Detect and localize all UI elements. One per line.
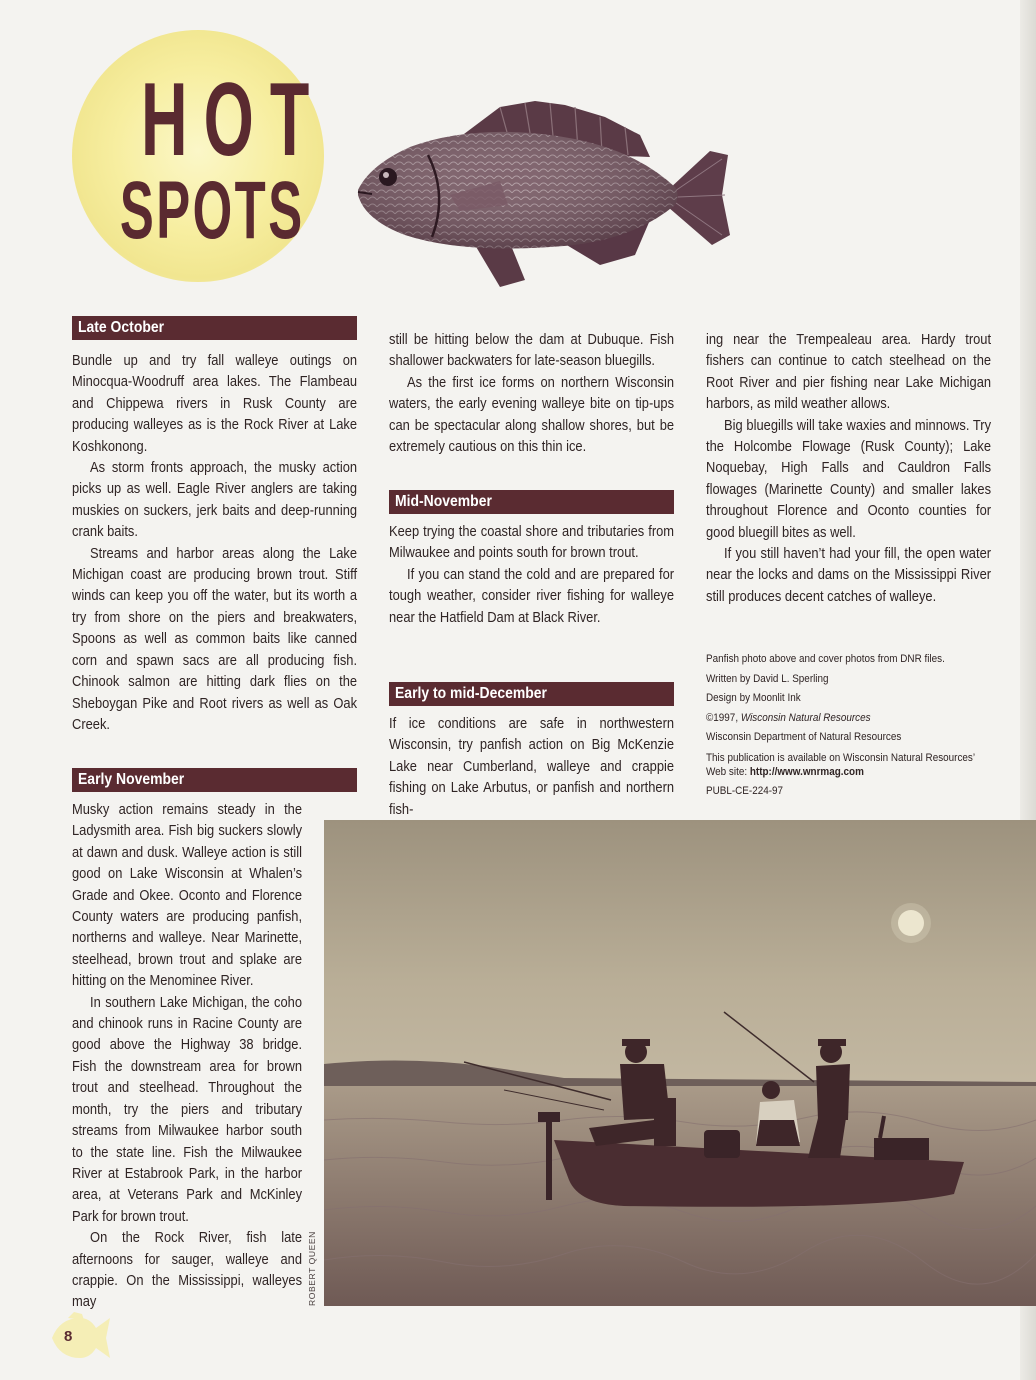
paragraph: Keep trying the coastal shore and tributaries from Milwaukee and points south for brown trout.	[389, 523, 675, 562]
paragraph: still be hitting below the dam at Dubuque. Fish shallower backwaters for late-season bluegills.	[389, 331, 675, 370]
early-november-text	[72, 799, 302, 1313]
writer-credit: Written by David L. Sperling	[706, 672, 829, 685]
paragraph: Musky action remains steady in the Ladysmith area. Fish big suckers slowly at dawn and dusk. Walleye action is still good on Lake Wisconsin at Whalen’s Grade and Okee. Oconto and Florence County waters are producing panfish, northerns and walleye. Near Marinette, steelhead, brown trout and splake are hitting on the Menominee River.	[72, 801, 303, 990]
paragraph: ing near the Trempealeau area. Hardy trout fishers can continue to catch steelhead on the Root River and pier fishing near Lake Michigan harbors, as mild weather allows.	[706, 331, 992, 413]
paragraph: In southern Lake Michigan, the coho and chinook runs in Racine County are good above the Highway 38 bridge. Fish the downstream area for brown trout and steelhead. Throughout the month, try the piers and tributary streams from Milwaukee harbor south to the state line. Fish the Milwaukee River at Estabrook Park, in the harbor area, at Veterans Park and McKinley Park for brown trout.	[72, 993, 303, 1225]
page-number: 8	[64, 1328, 73, 1345]
fish-icon	[50, 1312, 114, 1364]
paragraph: If you still haven’t had your fill, the open water near the locks and dams on the Mississippi River still produces decent catches of walleye.	[706, 545, 992, 605]
availability-note: This publication is available on Wisconsin Natural Resources’ Web site: http://www.wnrmag.com	[706, 751, 975, 778]
paragraph: As the first ice forms on northern Wisconsin waters, the early evening walleye bite on tip-ups can be spectacular along shallow shores, but be extremely cautious on this thin ice.	[389, 373, 675, 456]
photo-note: Panfish photo above and cover photos from DNR files.	[706, 653, 945, 665]
publication-code: PUBL-CE-224-97	[706, 784, 784, 797]
section-heading-mid-november: Mid-November	[389, 490, 674, 514]
page-number-badge	[50, 1312, 114, 1364]
paragraph: If you can stand the cold and are prepared for tough weather, consider river fishing for walleye near the Hatfield Dam at Black River.	[389, 565, 675, 626]
late-october-text	[72, 350, 357, 735]
panfish-illustration	[350, 95, 735, 295]
paragraph: As storm fronts approach, the musky action picks up as well. Eagle River anglers are taking muskies on suckers, jerk baits and deep-running crank baits.	[72, 459, 358, 541]
logo-line-hot: HOT	[140, 62, 326, 178]
paragraph: On the Rock River, fish late afternoons for sauger, walleye and crappie. On the Mississippi, walleyes may	[72, 1229, 303, 1311]
section-heading-early-to-mid-december: Early to mid-December	[389, 682, 674, 706]
department-name: Wisconsin Department of Natural Resources	[706, 731, 902, 743]
paragraph: Streams and harbor areas along the Lake Michigan coast are producing brown trout. Stiff winds can keep you off the water, but its worth a try from shore on the piers and breakwaters, Spoons as well as common baits like canned corn and spawn sacs are all producing fish. Chinook salmon are hitting dark flies on the Sheboygan Pike and Root rivers as well as Oak Creek.	[72, 544, 358, 733]
paragraph: If ice conditions are safe in northwestern Wisconsin, try panfish action on Big McKenzie Lake near Cumberland, walleye and crappie fishing on Lake Arbutus, or panfish and northern fish-	[389, 715, 675, 818]
paragraph: Bundle up and try fall walleye outings on Minocqua-Woodruff area lakes. The Flambeau and Chippewa rivers in Rusk County are producing walleyes as is the Rock River at Lake Koshkonong.	[72, 352, 358, 455]
early-to-mid-december-text	[389, 713, 674, 820]
paragraph: Big bluegills will take waxies and minnows. Try the Holcombe Flowage (Rusk County); Lake Noquebay, High Falls and Cauldron Falls flowages (Marinette County) and smaller lakes throughout Florence and Oconto counties for good bluegill bites as well.	[706, 416, 992, 541]
mid-november-text	[389, 521, 674, 628]
column3-text	[706, 329, 991, 607]
credits-block	[706, 650, 996, 801]
column2-continued-text	[389, 329, 674, 457]
hot-spots-logo	[72, 30, 324, 282]
copyright-line: ©1997, Wisconsin Natural Resources	[706, 711, 871, 724]
design-credit: Design by Moonlit Ink	[706, 692, 801, 704]
website-link[interactable]: http://www.wnrmag.com	[749, 765, 864, 778]
photo-credit: ROBERT QUEEN	[307, 1231, 317, 1306]
section-heading-early-november: Early November	[72, 768, 357, 792]
logo-line-spots: SPOTS	[119, 165, 305, 256]
section-heading-late-october: Late October	[72, 316, 357, 340]
fishing-boat-photo	[324, 820, 1036, 1306]
